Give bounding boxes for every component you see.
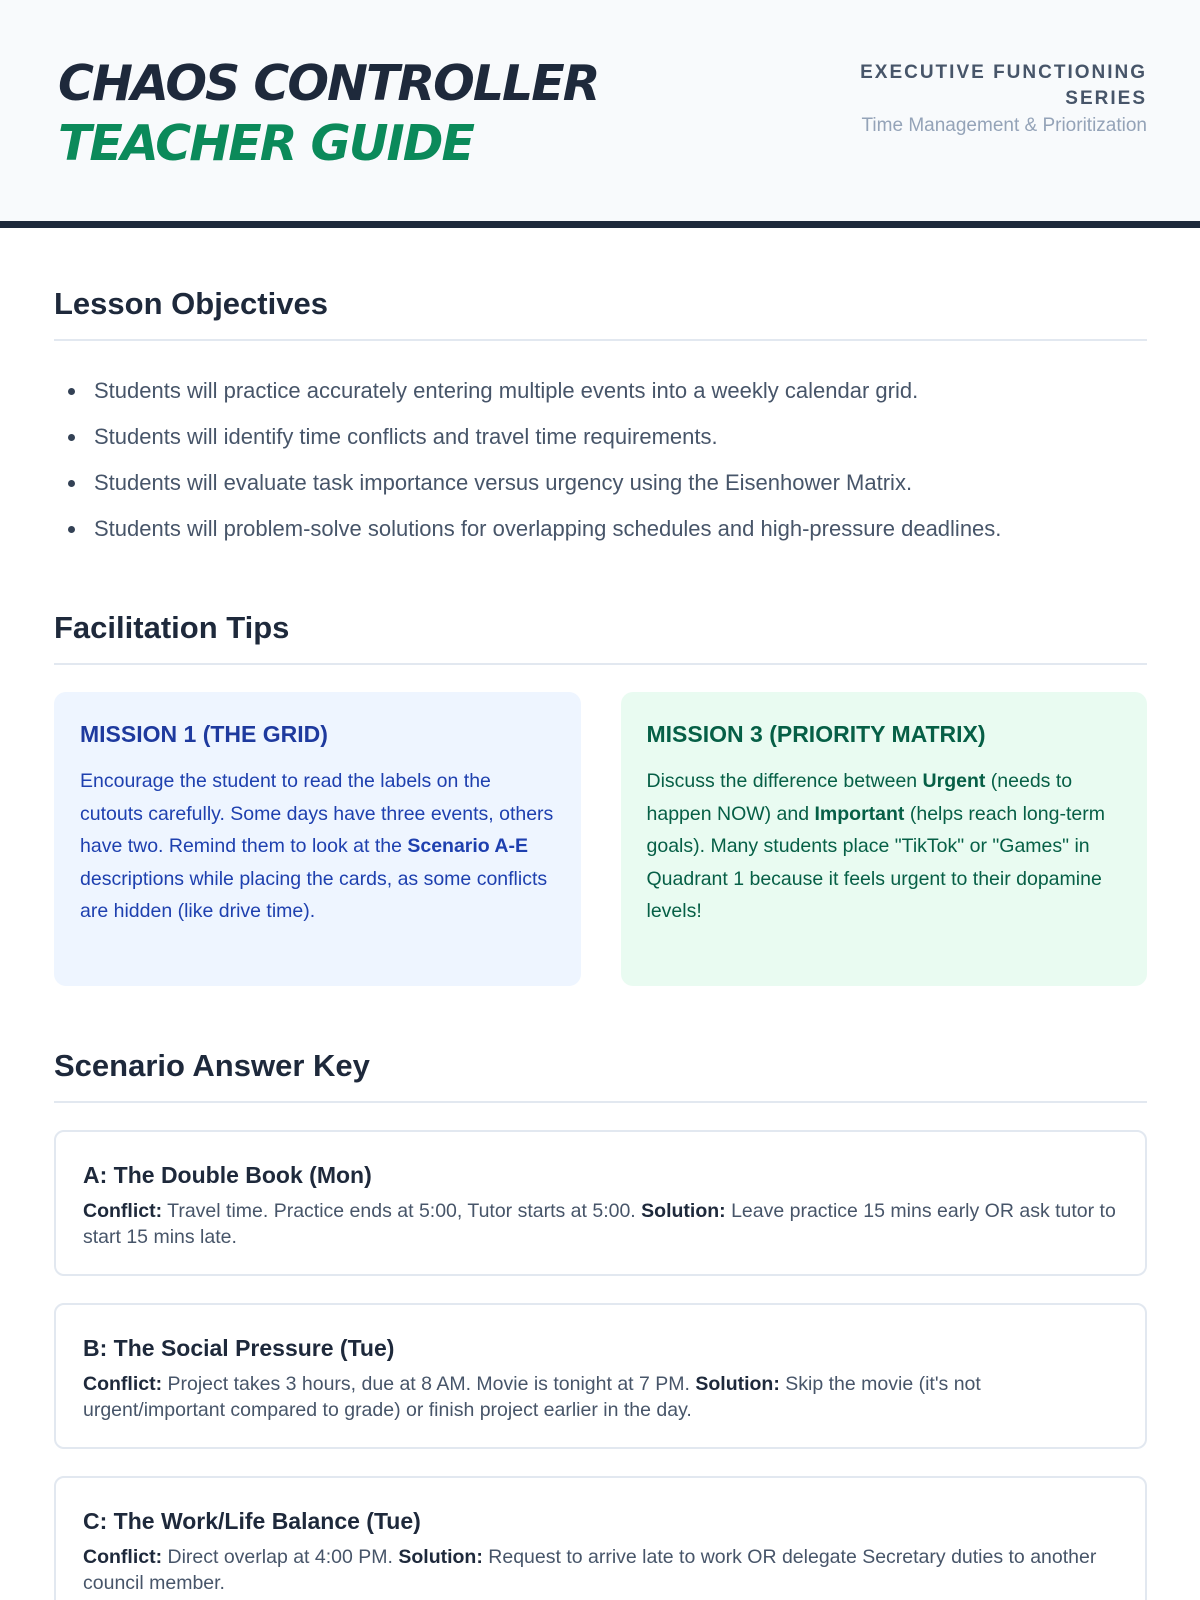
tip-emphasis: Important: [814, 802, 905, 825]
conflict-text: Travel time. Practice ends at 5:00, Tutor starts at 5:00.: [167, 1200, 636, 1222]
conflict-label: Conflict:: [83, 1373, 163, 1395]
answer-key-section: [54, 1050, 1147, 1600]
objective-item: Students will problem-solve solutions for overlapping schedules and high-pressure deadlines.: [66, 506, 1147, 552]
mission-1-tip-card: [54, 692, 581, 986]
objectives-section: [54, 288, 1147, 552]
tips-section: [54, 612, 1147, 986]
mission-3-text: [647, 765, 1122, 928]
tip-emphasis: Scenario A-E: [407, 835, 528, 857]
conflict-text: Direct overlap at 4:00 PM.: [167, 1546, 393, 1568]
tip-text: Discuss the difference between: [646, 770, 923, 792]
guide-title: CHAOS CONTROLLER: [58, 55, 599, 112]
scenario-card-c: [54, 1476, 1147, 1600]
scenario-title: C: The Work/Life Balance (Tue): [83, 1508, 421, 1534]
tip-text: (needs to happen NOW) and: [646, 770, 1073, 825]
scenario-body: [83, 1198, 1119, 1250]
tips-heading: Facilitation Tips: [54, 612, 1147, 665]
tip-emphasis: Urgent: [922, 770, 986, 792]
solution-label: Solution:: [641, 1200, 726, 1222]
conflict-label: Conflict:: [83, 1200, 163, 1222]
scenario-list: [54, 1130, 1147, 1600]
objective-item: Students will evaluate task importance versus urgency using the Eisenhower Matrix.: [66, 460, 1147, 506]
mission-3-tip-card: [621, 692, 1148, 986]
tip-text: descriptions while placing the cards, as some conflicts are hidden (like drive time).: [80, 867, 548, 922]
series-info: [817, 60, 1147, 139]
objectives-heading: Lesson Objectives: [54, 288, 1147, 341]
answer-key-heading: Scenario Answer Key: [54, 1050, 1147, 1103]
series-title: EXECUTIVE FUNCTIONING SERIES: [860, 62, 1147, 109]
mission-1-title: MISSION 1 (THE GRID): [80, 721, 328, 747]
solution-label: Solution:: [695, 1373, 780, 1395]
objective-item: Students will identify time conflicts and travel time requirements.: [66, 414, 1147, 460]
tip-text: (helps reach long-term goals). Many students place "TikTok" or "Games" in Quadrant 1 because it feels urgent to their dopamine levels!: [646, 802, 1105, 922]
mission-3-title: MISSION 3 (PRIORITY MATRIX): [646, 721, 986, 747]
main-content: [0, 288, 1200, 1600]
scenario-card-b: [54, 1303, 1147, 1449]
scenario-title: A: The Double Book (Mon): [83, 1162, 372, 1188]
scenario-title: B: The Social Pressure (Tue): [83, 1335, 395, 1361]
objectives-list: [54, 368, 1147, 552]
solution-label: Solution:: [398, 1546, 483, 1568]
scenario-body: [83, 1371, 1119, 1423]
conflict-label: Conflict:: [83, 1546, 163, 1568]
scenario-card-a: [54, 1130, 1147, 1276]
guide-subtitle: TEACHER GUIDE: [58, 115, 473, 172]
series-subtitle: Time Management & Prioritization: [861, 115, 1147, 136]
solution-text: Request to arrive late to work OR delegate Secretary duties to another council member.: [83, 1546, 1097, 1594]
page-header: [0, 0, 1200, 228]
conflict-text: Project takes 3 hours, due at 8 AM. Movie is tonight at 7 PM.: [167, 1373, 690, 1395]
tips-grid: [54, 692, 1147, 986]
objective-item: Students will practice accurately entering multiple events into a weekly calendar grid.: [66, 368, 1147, 414]
solution-text: Skip the movie (it's not urgent/important compared to grade) or finish project earlier in the day.: [83, 1373, 981, 1421]
scenario-body: [83, 1544, 1119, 1596]
solution-text: Leave practice 15 mins early OR ask tutor to start 15 mins late.: [83, 1200, 1116, 1248]
tip-text: Encourage the student to read the labels on the cutouts carefully. Some days have three events, others have two. Remind them to look at the: [80, 770, 554, 857]
mission-1-text: [80, 765, 555, 928]
